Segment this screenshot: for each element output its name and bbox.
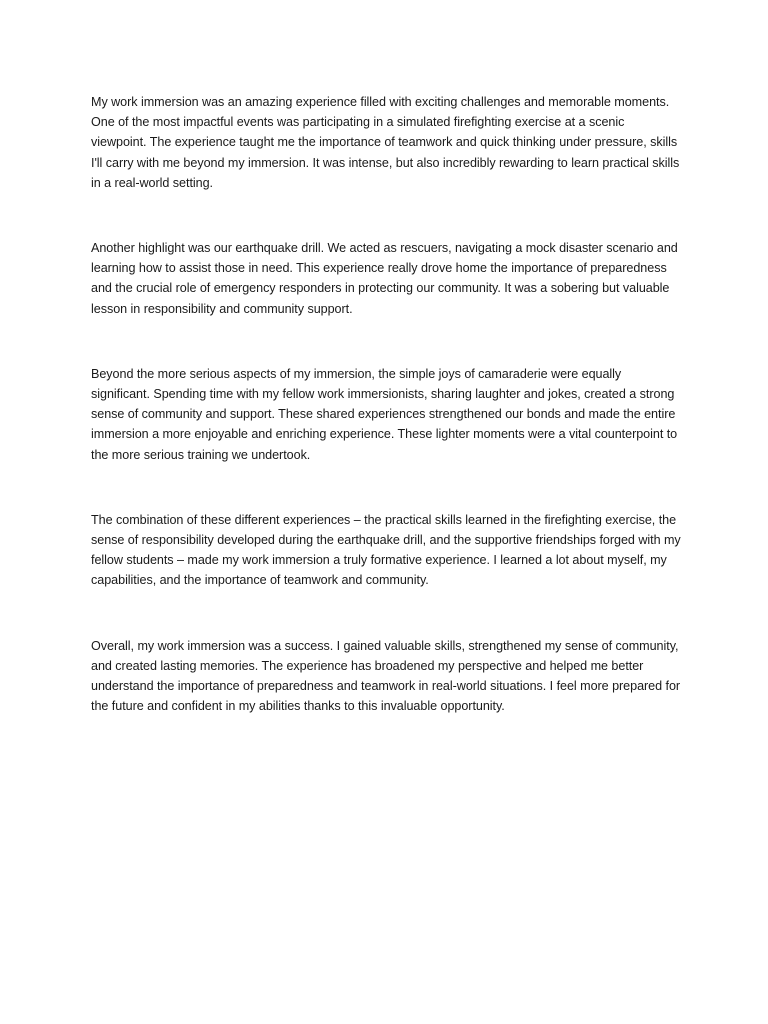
paragraph-5: Overall, my work immersion was a success. I gained valuable skills, strengthened my sense of community, and created lasting memories. The experience has broadened my perspective and helped me better understand the importance of preparedness and teamwork in real-world situations. I feel more prepared for the future and confident in my abilities thanks to this invaluable opportunity. <box>91 638 681 714</box>
paragraph-1: My work immersion was an amazing experience filled with exciting challenges and memorable moments. One of the most impactful events was participating in a simulated firefighting exercise at a scenic viewpoint. The experience taught me the importance of teamwork and quick thinking under pressure, skills I'll carry with me beyond my immersion. It was intense, but also incredibly rewarding to learn practical skills in a real-world setting. <box>91 95 680 190</box>
paragraph-3: Beyond the more serious aspects of my immersion, the simple joys of camaraderie were equally significant. Spending time with my fellow work immersionists, sharing laughter and jokes, created a strong sense of community and support. These shared experiences strengthened our bonds and made the entire immersion a more enjoyable and enriching experience. These lighter moments were a vital counterpoint to the more serious training we undertook. <box>91 366 678 462</box>
paragraph-2: Another highlight was our earthquake drill. We acted as rescuers, navigating a mock disaster scenario and learning how to assist those in need. This experience really drove home the importance of preparedness and the crucial role of emergency responders in protecting our community. It was a sobering but valuable lesson in responsibility and community support. <box>91 241 678 316</box>
paragraph-4: The combination of these different experiences – the practical skills learned in the firefighting exercise, the sense of responsibility developed during the earthquake drill, and the supportive friendships forged with my fellow students – made my work immersion a truly formative experience. I learned a lot about myself, my capabilities, and the importance of teamwork and community. <box>91 512 681 588</box>
document-body <box>91 92 681 716</box>
